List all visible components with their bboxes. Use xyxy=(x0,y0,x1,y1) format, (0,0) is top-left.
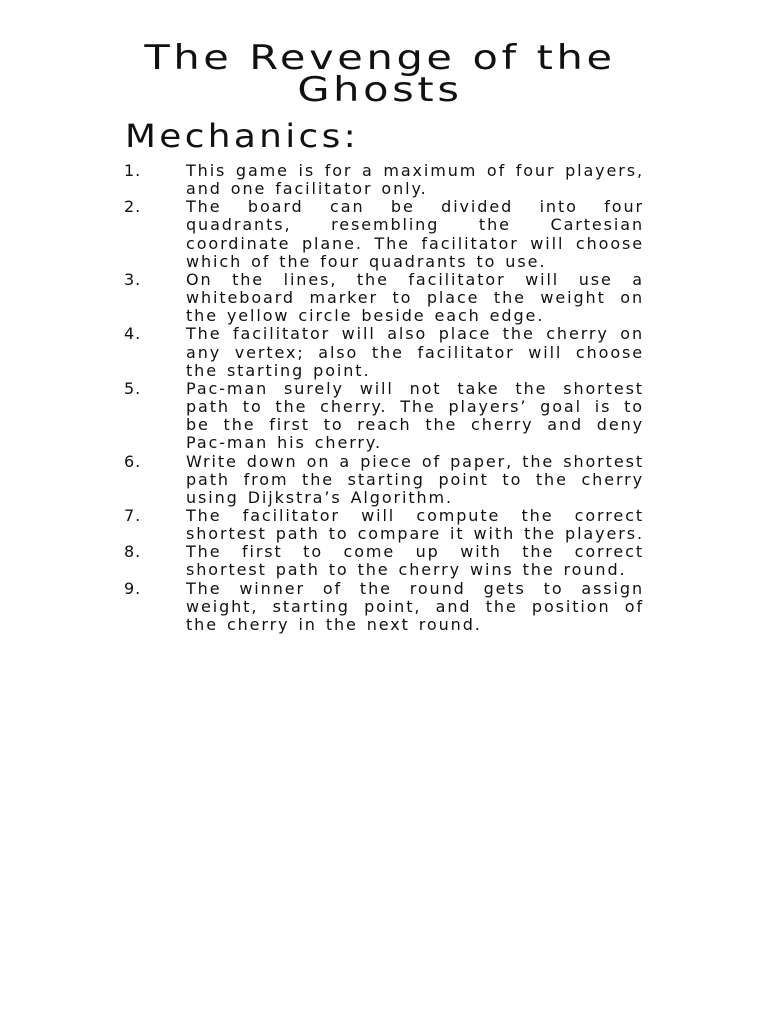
rules-list xyxy=(120,162,644,634)
rule-text: The winner of the round gets to assign weight, starting point, and the position of the cherry in the next round. xyxy=(186,578,644,634)
rule-number: 1. xyxy=(124,161,142,180)
rule-number: 2. xyxy=(124,197,142,217)
rule-number: 8. xyxy=(124,542,142,562)
rule-item-2 xyxy=(120,198,644,271)
rule-number: 3. xyxy=(124,269,142,289)
rule-number: 5. xyxy=(124,378,142,398)
rule-item-6 xyxy=(120,453,644,507)
rule-item-7 xyxy=(120,507,644,543)
rule-text: The facilitator will compute the correct shortest path to compare it with the players. xyxy=(186,505,644,544)
rule-text: On the lines, the facilitator will use a whiteboard marker to place the weight on the yellow circle beside each edge. xyxy=(186,269,644,326)
rule-number: 9. xyxy=(124,578,142,598)
rule-text: The first to come up with the correct shortest path to the cherry wins the round. xyxy=(186,542,644,580)
rule-number: 7. xyxy=(124,505,142,525)
rule-item-1 xyxy=(120,162,644,198)
rule-number: 4. xyxy=(124,324,142,344)
rule-item-8 xyxy=(120,543,644,579)
rule-item-9 xyxy=(120,580,644,634)
rule-text: This game is for a maximum of four players, and one facilitator only. xyxy=(186,161,644,199)
rule-item-4 xyxy=(120,325,644,379)
rule-text: Pac-man surely will not take the shortest path to the cherry. The players’ goal is to be the first to reach the cherry and deny Pac-man his cherry. xyxy=(186,378,644,453)
document-title: The Revenge of the Ghosts xyxy=(144,38,616,110)
rule-text: The board can be divided into four quadrants, resembling the Cartesian coordinate plane. The facilitator will choose which of the four quadrants to use. xyxy=(186,197,644,271)
rule-number: 6. xyxy=(124,451,142,471)
rule-item-5 xyxy=(120,380,644,453)
section-heading: Mechanics: xyxy=(125,117,360,155)
rule-text: The facilitator will also place the cherry on any vertex; also the facilitator will choose the starting point. xyxy=(186,324,644,380)
rule-item-3 xyxy=(120,271,644,325)
rule-text: Write down on a piece of paper, the shortest path from the starting point to the cherry using Dijkstra’s Algorithm. xyxy=(186,451,644,507)
